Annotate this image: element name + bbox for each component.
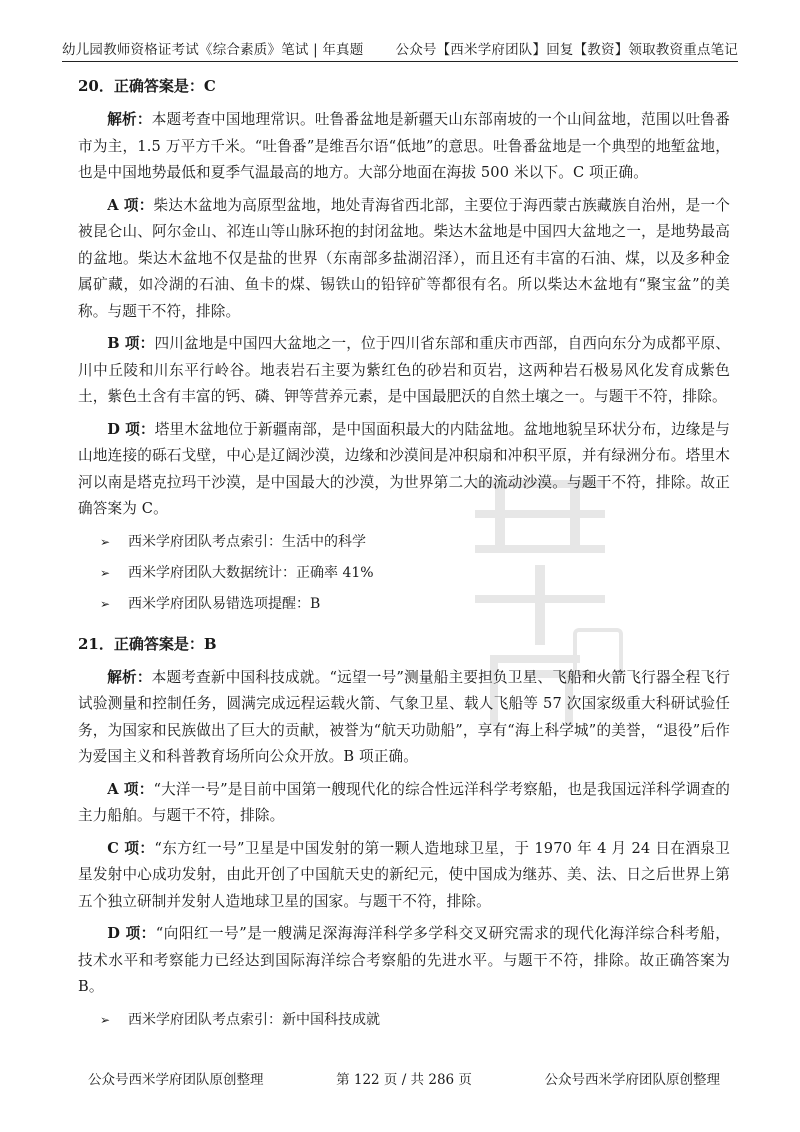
q20-bullet-reminder (100, 591, 730, 617)
q20-option-b-text: 四川盆地是中国四大盆地之一，位于四川省东部和重庆市西部，自西向东分为成都平原、川中丘陵和川东平行岭谷。地表岩石主要为紫红色的砂岩和页岩，这两种岩石极易风化发育成紫色土，紫色土含有丰富的钙、磷、钾等营养元素，是中国最肥沃的自然土壤之一。与题干不符，排除。 (78, 335, 730, 405)
q21-option-d-label: D 项： (107, 925, 156, 942)
q21-analysis (78, 665, 730, 771)
q21-bullet-text: 西米学府团队考点索引：新中国科技成就 (128, 1011, 380, 1028)
q20-bullet-stats (100, 560, 730, 586)
q21-option-c-label: C 项： (107, 839, 155, 857)
q20-analysis-label: 解析： (107, 111, 152, 128)
q21-bullet-index (100, 1007, 730, 1033)
page-header (62, 34, 738, 62)
q20-analysis-text: 本题考查中国地理常识。吐鲁番盆地是新疆天山东部南坡的一个山间盆地，范围以吐鲁番市为主，1.5 万平方千米。“吐鲁番”是维吾尔语“低地”的意思。吐鲁番盆地是一个典型的地堑盆地，也是中国地势最低和夏季气温最高的地方。大部分地面在海拔 500 米以下。C 项正确。 (78, 111, 730, 181)
q21-option-a-label: A 项： (107, 780, 154, 798)
q20-bullet-text: 西米学府团队考点索引：生活中的科学 (128, 533, 366, 550)
q21-option-d-text: “向阳红一号”是一艘满足深海海洋科学多学科交叉研究需求的现代化海洋综合科考船，技术水平和考察能力已经达到国际海洋综合考察船的先进水平。与题干不符，排除。故正确答案为 B。 (78, 925, 730, 995)
q21-option-c (78, 836, 730, 916)
q20-option-a-label: A 项： (107, 196, 154, 214)
q20-bullet-text: 西米学府团队易错选项提醒：B (128, 595, 321, 612)
q20-option-a (78, 193, 730, 326)
arrow-bullet-icon: ➢ (100, 1012, 111, 1027)
header-right-note: 公众号【西米学府团队】回复【教资】领取教资重点笔记 (395, 42, 738, 58)
q20-option-d-label: D 项： (107, 420, 155, 438)
header-left-title: 幼儿园教师资格证考试《综合素质》笔试 | 年真题 (62, 42, 364, 58)
q21-option-a (78, 777, 730, 830)
q21-analysis-text: 本题考查新中国科技成就。“远望一号”测量船主要担负卫星、飞船和火箭飞行器全程飞行试验测量和控制任务，圆满完成远程运载火箭、气象卫星、载人飞船等 57 次国家级重大科研试验任务，为国家和民族做出了巨大的贡献，被誉为“航天功勋船”，享有“海上科学城”的美誉，“退役”后作为爱国主义和科普教育场所向公众开放。B 项正确。 (78, 668, 730, 765)
footer-left: 公众号西米学府团队原创整理 (88, 1072, 264, 1088)
arrow-bullet-icon: ➢ (100, 534, 111, 549)
q21-analysis-label: 解析： (107, 668, 152, 686)
q20-analysis (78, 107, 730, 187)
q20-option-b (78, 331, 730, 411)
arrow-bullet-icon: ➢ (100, 565, 111, 580)
q21-title: 21．正确答案是：B (78, 634, 217, 653)
q21-option-c-text: “东方红一号”卫星是中国发射的第一颗人造地球卫星，于 1970 年 4 月 24 日在酒泉卫星发射中心成功发射，由此开创了中国航天史的新纪元，使中国成为继苏、美、法、日之后世界上第五个独立研制并发射人造地球卫星的国家。与题干不符，排除。 (78, 839, 731, 910)
arrow-bullet-icon: ➢ (100, 596, 111, 611)
q20-option-a-text: 柴达木盆地为高原型盆地，地处青海省西北部，主要位于海西蒙古族藏族自治州，是一个被昆仑山、阿尔金山、祁连山等山脉环抱的封闭盆地。柴达木盆地是中国四大盆地之一，是地势最高的盆地。柴达木盆地不仅是盐的世界（东南部多盐湖沼泽），而且还有丰富的石油、煤，以及多种金属矿藏，如冷湖的石油、鱼卡的煤、锡铁山的铅锌矿等都很有名。所以柴达木盆地有“聚宝盆”的美称。与题干不符，排除。 (78, 196, 730, 320)
q20-option-b-label: B 项： (107, 335, 155, 352)
q20-option-d (78, 417, 730, 523)
q21-option-a-text: “大洋一号”是目前中国第一艘现代化的综合性远洋科学考察船，也是我国远洋科学调查的主力船舶。与题干不符，排除。 (78, 780, 730, 824)
footer-right: 公众号西米学府团队原创整理 (544, 1072, 720, 1088)
page-number: 第 122 页 / 共 286 页 (336, 1072, 472, 1088)
page-footer (88, 1068, 720, 1088)
q20-title: 20．正确答案是：C (78, 77, 216, 95)
q20-bullet-index (100, 529, 730, 555)
q20-bullet-text: 西米学府团队大数据统计：正确率 41% (128, 564, 374, 581)
q20-option-d-text: 塔里木盆地位于新疆南部，是中国面积最大的内陆盆地。盆地地貌呈环状分布，边缘是与山地连接的砾石戈壁，中心是辽阔沙漠，边缘和沙漠间是冲积扇和冲积平原，并有绿洲分布。塔里木河以南是塔克拉玛干沙漠，是中国最大的沙漠，为世界第二大的流动沙漠。与题干不符，排除。故正确答案为 C。 (78, 420, 730, 517)
q21-option-d (78, 921, 730, 1001)
answer-content (78, 74, 730, 1038)
